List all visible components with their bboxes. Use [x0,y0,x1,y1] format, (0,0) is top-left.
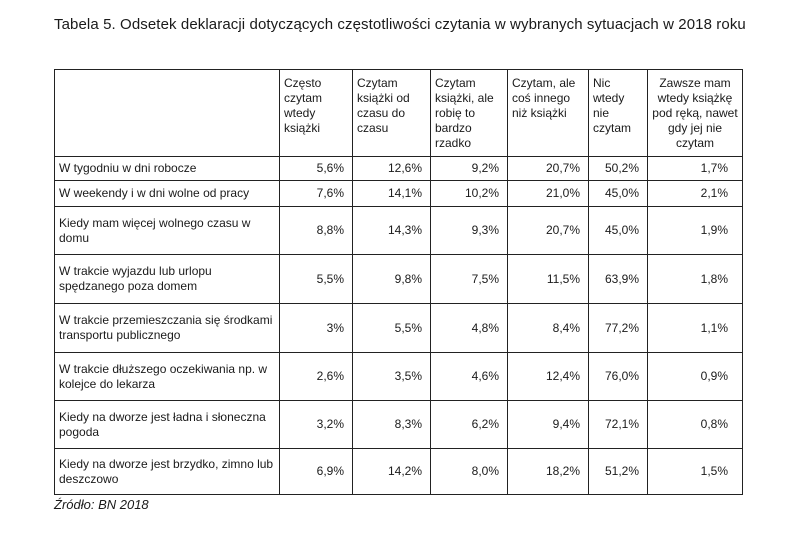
row-label: Kiedy na dworze jest brzydko, zimno lub deszczowo [55,449,280,495]
cell-value: 1,1% [648,304,743,353]
cell-value: 5,5% [280,255,353,304]
row-label: Kiedy na dworze jest ładna i słoneczna pogoda [55,401,280,449]
column-header-nothing: Nic wtedy nie czytam [589,70,648,157]
cell-value: 11,5% [508,255,589,304]
cell-value: 4,6% [431,353,508,401]
cell-value: 3% [280,304,353,353]
cell-value: 20,7% [508,207,589,255]
column-header-other-reading: Czytam, ale coś innego niż książki [508,70,589,157]
cell-value: 63,9% [589,255,648,304]
cell-value: 4,8% [431,304,508,353]
row-label: W trakcie przemieszczania się środkami transportu publicznego [55,304,280,353]
cell-value: 0,9% [648,353,743,401]
header-row [55,70,743,157]
cell-value: 1,9% [648,207,743,255]
table-row [55,207,743,255]
source-note: Źródło: BN 2018 [54,497,149,512]
cell-value: 9,3% [431,207,508,255]
cell-value: 77,2% [589,304,648,353]
cell-value: 6,9% [280,449,353,495]
table-row [55,401,743,449]
data-table [54,69,743,495]
cell-value: 8,3% [353,401,431,449]
column-header-book-at-hand: Zawsze mam wtedy książkę pod ręką, nawet gdy jej nie czytam [648,70,743,157]
cell-value: 7,6% [280,181,353,207]
cell-value: 3,5% [353,353,431,401]
cell-value: 6,2% [431,401,508,449]
cell-value: 9,4% [508,401,589,449]
column-header-sometimes: Czytam książki od czasu do czasu [353,70,431,157]
row-label: Kiedy mam więcej wolnego czasu w domu [55,207,280,255]
cell-value: 76,0% [589,353,648,401]
cell-value: 2,1% [648,181,743,207]
cell-value: 20,7% [508,157,589,181]
table-row [55,255,743,304]
row-label: W trakcie wyjazdu lub urlopu spędzanego poza domem [55,255,280,304]
cell-value: 9,8% [353,255,431,304]
column-header-rarely: Czytam książki, ale robię to bardzo rzadko [431,70,508,157]
cell-value: 8,4% [508,304,589,353]
cell-value: 8,8% [280,207,353,255]
table-title: Tabela 5. Odsetek deklaracji dotyczących częstotliwości czytania w wybranych sytuacjach w 2018 roku [54,16,746,33]
table-row [55,304,743,353]
cell-value: 9,2% [431,157,508,181]
cell-value: 8,0% [431,449,508,495]
cell-value: 18,2% [508,449,589,495]
cell-value: 5,6% [280,157,353,181]
cell-value: 12,4% [508,353,589,401]
cell-value: 1,5% [648,449,743,495]
cell-value: 45,0% [589,181,648,207]
table-row [55,353,743,401]
cell-value: 14,2% [353,449,431,495]
table-row [55,449,743,495]
table-row [55,157,743,181]
cell-value: 45,0% [589,207,648,255]
cell-value: 14,1% [353,181,431,207]
cell-value: 10,2% [431,181,508,207]
table-row [55,181,743,207]
cell-value: 14,3% [353,207,431,255]
cell-value: 21,0% [508,181,589,207]
column-header-often: Często czytam wtedy książki [280,70,353,157]
cell-value: 3,2% [280,401,353,449]
row-label: W weekendy i w dni wolne od pracy [55,181,280,207]
cell-value: 50,2% [589,157,648,181]
cell-value: 2,6% [280,353,353,401]
cell-value: 51,2% [589,449,648,495]
cell-value: 1,7% [648,157,743,181]
cell-value: 12,6% [353,157,431,181]
row-label: W trakcie dłuższego oczekiwania np. w kolejce do lekarza [55,353,280,401]
row-label: W tygodniu w dni robocze [55,157,280,181]
cell-value: 72,1% [589,401,648,449]
column-header-empty [55,70,280,157]
cell-value: 0,8% [648,401,743,449]
cell-value: 5,5% [353,304,431,353]
cell-value: 7,5% [431,255,508,304]
cell-value: 1,8% [648,255,743,304]
